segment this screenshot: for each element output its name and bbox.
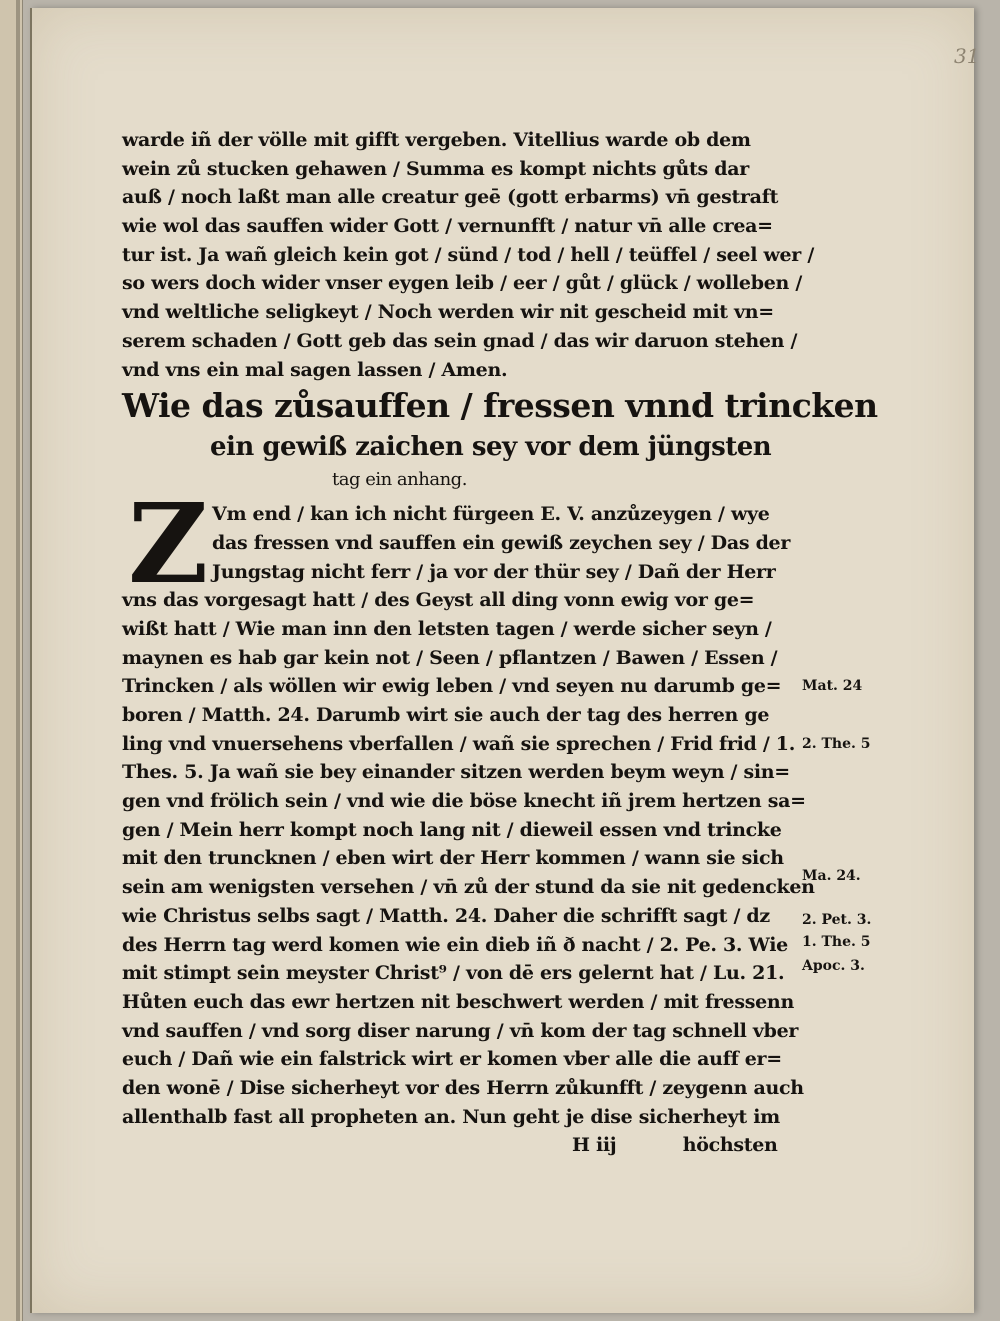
text-line: auß / noch laßt man alle creatur geē (gott erbarms) vn̄ gestraft <box>122 186 779 209</box>
text-line: Thes. 5. Ja wañ sie bey einander sitzen werden beym weyn / sin= <box>122 761 790 784</box>
folio-number: 31 <box>954 44 980 68</box>
text-line: euch / Dañ wie ein falstrick wirt er komen vber alle die auff er= <box>122 1048 782 1071</box>
text-line: Trincken / als wöllen wir ewig leben / vnd seyen nu darumb ge= <box>122 675 782 698</box>
text-line: ling vnd vnuersehens vberfallen / wañ sie sprechen / Frid frid / 1. <box>122 732 796 755</box>
text-line: vnd sauffen / vnd sorg diser narung / vn̄ kom der tag schnell vber <box>122 1019 799 1042</box>
catchline <box>122 1131 822 1160</box>
catchword: höchsten <box>682 1134 778 1157</box>
heading-line-1: Wie das zůsauffen / fressen vnnd trincken <box>122 386 878 426</box>
decorated-initial: Z <box>128 479 209 609</box>
text-line: wißt hatt / Wie man inn den letsten tagen / werde sicher seyn / <box>122 617 772 640</box>
text-line: Vm end / kan ich nicht fürgeen E. V. anzůzeygen / wye <box>212 503 770 526</box>
section-heading <box>122 384 878 494</box>
margin-note: 2. The. 5 <box>802 736 871 752</box>
text-line: vnd weltliche seligkeyt / Noch werden wir nit gescheid mit vn= <box>122 301 774 324</box>
top-paragraph <box>122 126 822 384</box>
book-page <box>30 8 980 1313</box>
margin-note: 1. The. 5 <box>802 934 871 950</box>
text-line: wie Christus selbs sagt / Matth. 24. Daher die schrifft sagt / dz <box>122 904 770 927</box>
text-line: den wonē / Dise sicherheyt vor des Herrn zůkunfft / zeygenn auch <box>122 1076 804 1099</box>
text-line: Hůten euch das ewr hertzen nit beschwert werden / mit fressenn <box>122 990 794 1013</box>
text-line: vns das vorgesagt hatt / des Geyst all ding vonn ewig vor ge= <box>122 589 755 612</box>
text-line: vnd vns ein mal sagen lassen / Amen. <box>122 358 508 381</box>
text-line: wie wol das sauffen wider Gott / vernunfft / natur vn̄ alle crea= <box>122 215 773 238</box>
text-line: sein am wenigsten versehen / vn̄ zů der stund da sie nit gedencken <box>122 876 815 899</box>
text-line: des Herrn tag werd komen wie ein dieb iñ ð nacht / 2. Pe. 3. Wie <box>122 933 788 956</box>
text-line: das fressen vnd sauffen ein gewiß zeychen sey / Das der <box>212 531 791 554</box>
margin-note: Apoc. 3. <box>802 958 865 974</box>
text-line: allenthalb fast all propheten an. Nun geht je dise sicherheyt im <box>122 1105 780 1128</box>
text-line: gen / Mein herr kompt noch lang nit / dieweil essen vnd trincke <box>122 818 782 841</box>
text-line: tur ist. Ja wañ gleich kein got / sünd / tod / hell / teüffel / seel wer / <box>122 243 814 266</box>
binding-shadow <box>16 0 20 1321</box>
margin-note: 2. Pet. 3. <box>802 912 872 928</box>
text-line: Jungstag nicht ferr / ja vor der thür sey / Dañ der Herr <box>212 560 776 583</box>
margin-note: Ma. 24. <box>802 868 861 884</box>
text-line: warde iñ der völle mit gifft vergeben. Vitellius warde ob dem <box>122 129 751 151</box>
text-line: mit den truncknen / eben wirt der Herr kommen / wann sie sich <box>122 847 784 870</box>
margin-note: Mat. 24 <box>802 678 863 694</box>
heading-line-2: ein gewiß zaichen sey vor dem jüngsten <box>210 432 772 463</box>
text-line: wein zů stucken gehawen / Summa es kompt nichts gůts dar <box>122 157 749 180</box>
heading-line-3: tag ein anhang. <box>332 469 467 491</box>
text-line: mit stimpt sein meyster Christ⁹ / von dē ers gelernt hat / Lu. 21. <box>122 962 785 985</box>
signature-mark: H iij <box>572 1134 617 1157</box>
text-line: boren / Matth. 24. Darumb wirt sie auch der tag des herren ge <box>122 704 770 726</box>
text-line: so wers doch wider vnser eygen leib / eer / gůt / glück / wolleben / <box>122 272 802 295</box>
text-line: gen vnd frölich sein / vnd wie die böse knecht iñ jrem hertzen sa= <box>122 790 806 813</box>
text-line: maynen es hab gar kein not / Seen / pflantzen / Bawen / Essen / <box>122 646 778 669</box>
text-line: serem schaden / Gott geb das sein gnad / das wir daruon stehen / <box>122 329 798 352</box>
